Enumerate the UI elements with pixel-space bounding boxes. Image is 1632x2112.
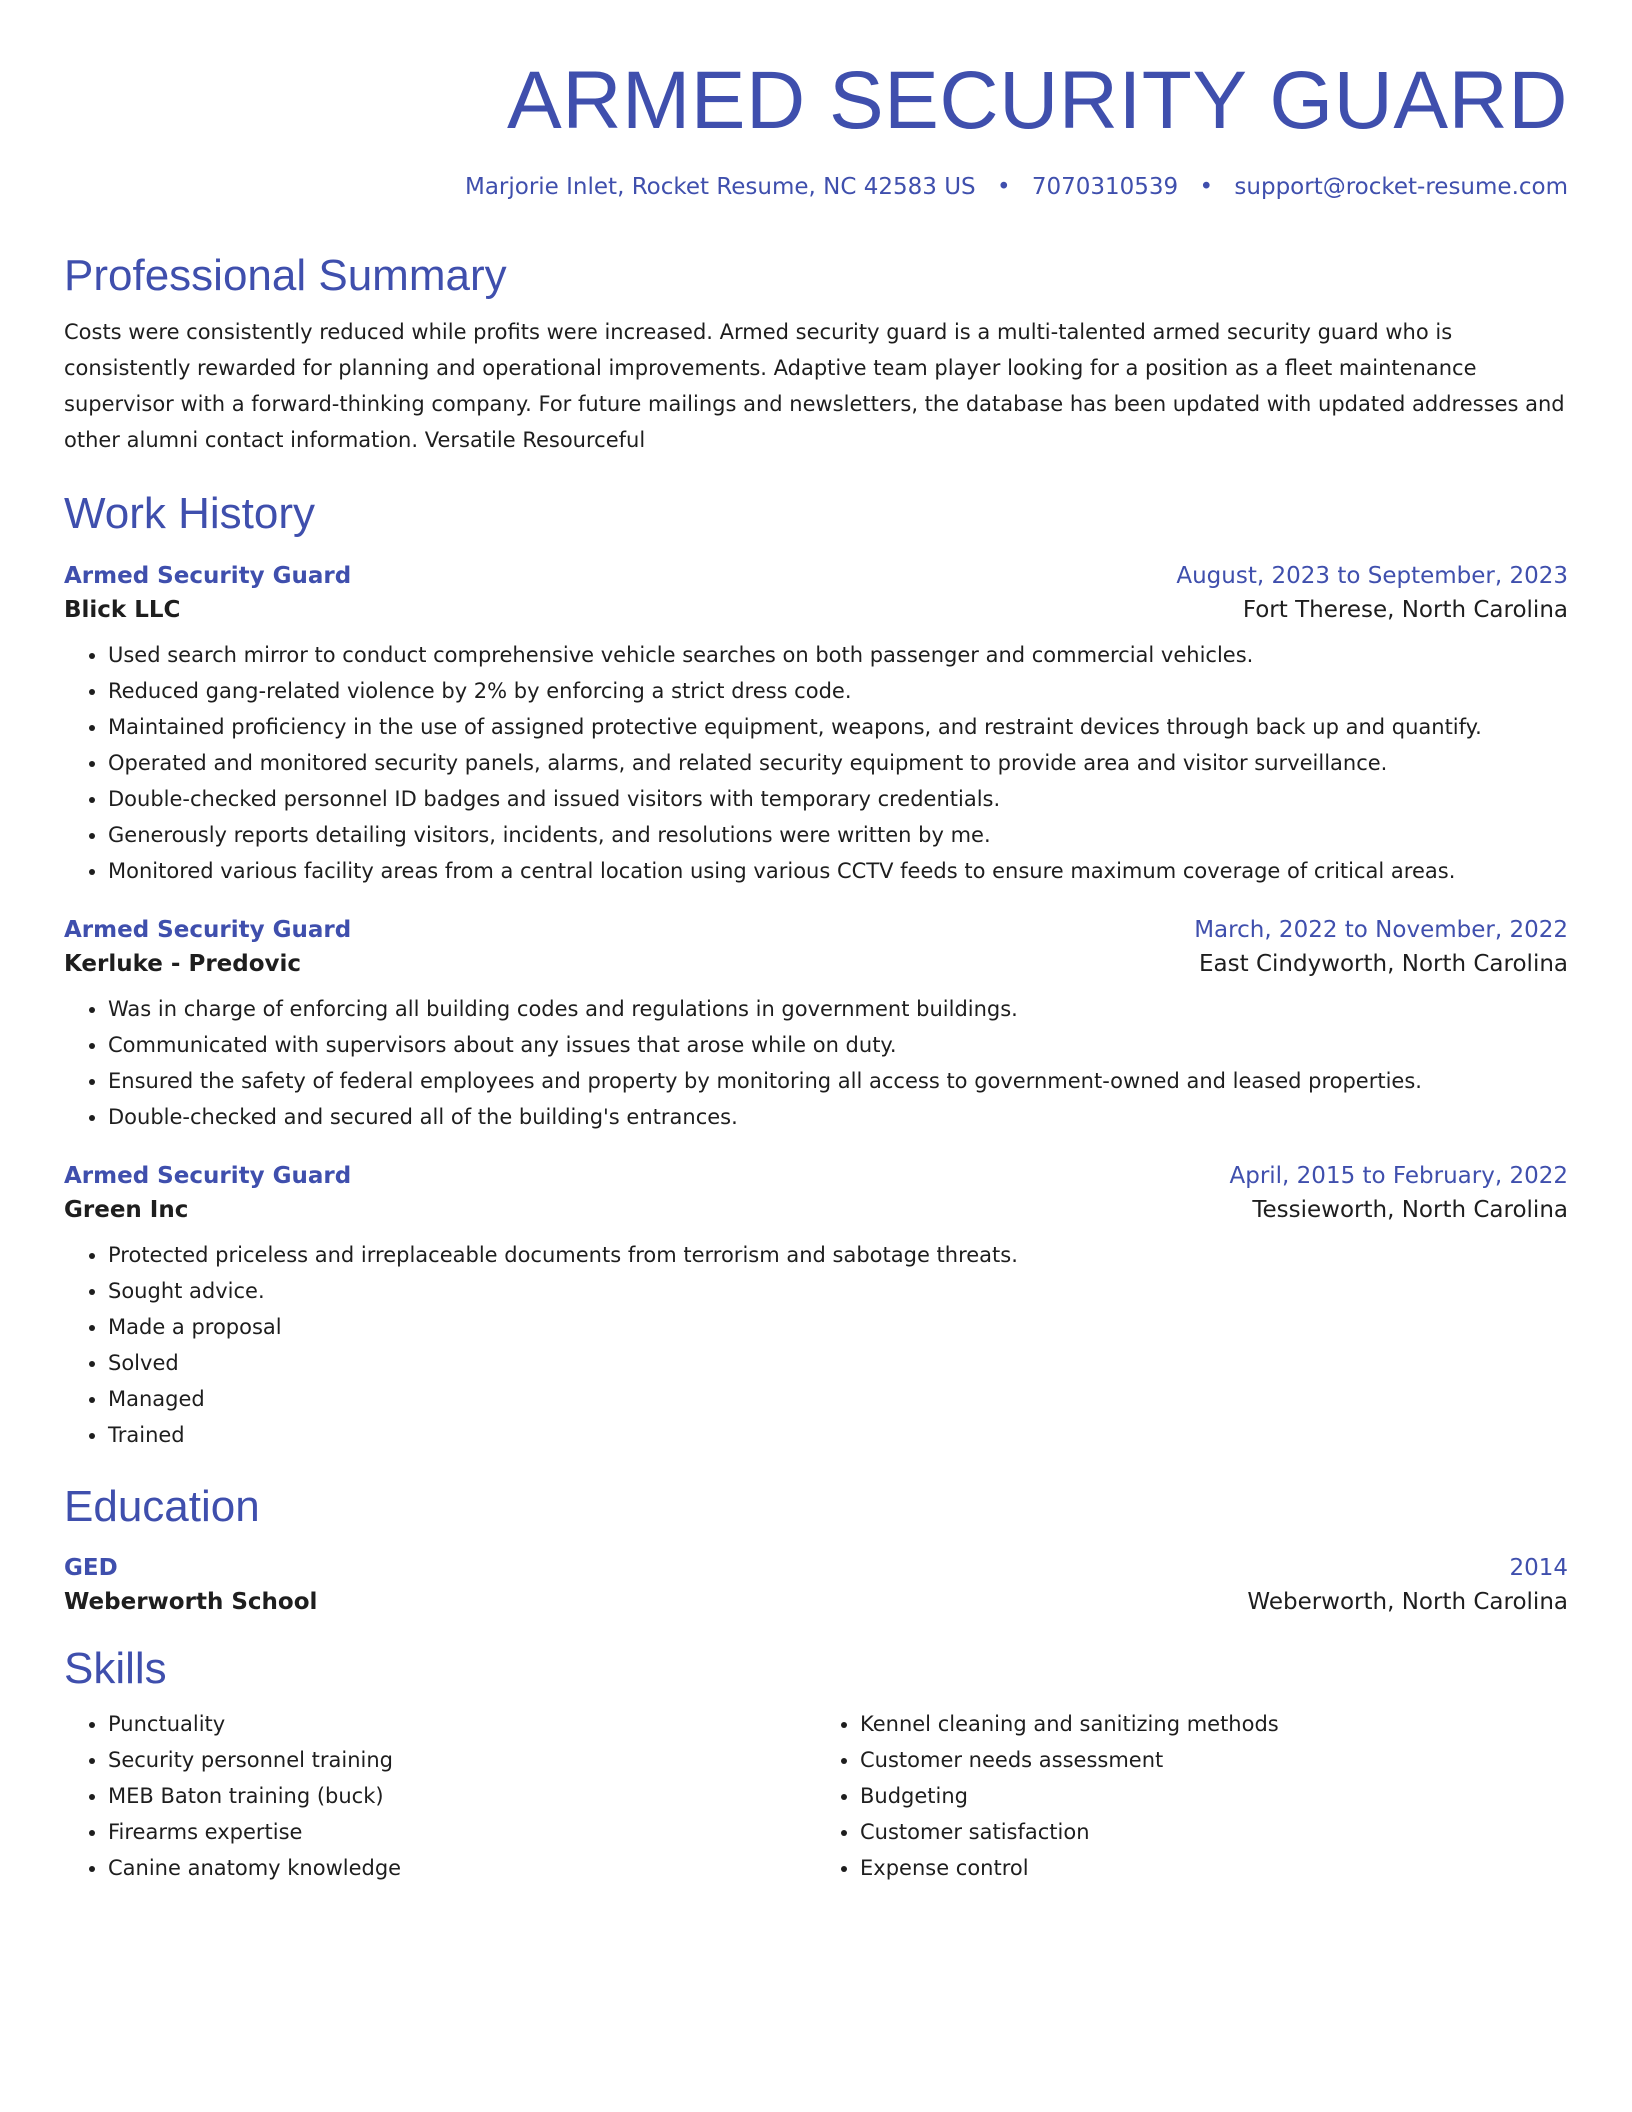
education-entry (64, 1555, 1568, 1615)
job-entry (64, 563, 1568, 889)
list-item: • Monitored various facility areas from a central location using various CCTV feeds to ensure maximum coverage of critical areas. (108, 853, 1568, 889)
separator-dot: • (1199, 174, 1214, 200)
list-item: • Ensured the safety of federal employees and property by monitoring all access to government-owned and leased properties. (108, 1063, 1568, 1099)
contact-address: Marjorie Inlet, Rocket Resume, NC 42583 US (464, 174, 976, 200)
list-item: • Communicated with supervisors about any issues that arose while on duty. (108, 1027, 1568, 1063)
list-item: • Operated and monitored security panels, alarms, and related security equipment to provide area and visitor surveillance. (108, 745, 1568, 781)
list-item: • Made a proposal (108, 1309, 1568, 1345)
separator-dot: • (996, 174, 1011, 200)
list-item: • Solved (108, 1345, 1568, 1381)
list-item: • Canine anatomy knowledge (108, 1850, 816, 1886)
work-history-section (64, 490, 1568, 1452)
list-item: • Managed (108, 1381, 1568, 1417)
list-item: • Was in charge of enforcing all building codes and regulations in government buildings. (108, 991, 1568, 1027)
skills-section (64, 1645, 1568, 1885)
summary-text: Costs were consistently reduced while profits were increased. Armed security guard is a multi-talented armed security guard who is consistently rewarded for planning and operational improvements. Adaptive team player looking for a position as a fleet maintenance supervisor with a forward-thinking company. For future mailings and newsletters, the database has been updated with updated addresses and other alumni contact information. Versatile Resourceful (64, 320, 1565, 453)
list-item: • Security personnel training (108, 1742, 816, 1778)
list-item: • Trained (108, 1417, 1568, 1453)
list-item: • Maintained proficiency in the use of assigned protective equipment, weapons, and restraint devices through back up and quantify. (108, 709, 1568, 745)
job-dates: April, 2015 to February, 2022 (1229, 1162, 1568, 1189)
list-item: • Generously reports detailing visitors, incidents, and resolutions were written by me. (108, 817, 1568, 853)
summary-heading: Professional Summary (64, 251, 507, 300)
list-item: • Budgeting (860, 1778, 1568, 1814)
education-location: Weberworth, North Carolina (1247, 1589, 1568, 1616)
summary-section (64, 252, 1568, 458)
contact-line (64, 174, 1568, 200)
work-history-heading: Work History (64, 489, 315, 539)
education-heading: Education (64, 1481, 260, 1531)
job-dates: August, 2023 to September, 2023 (1176, 562, 1568, 589)
education-degree: GED (64, 1555, 118, 1582)
skills-list-right (816, 1706, 1568, 1886)
contact-email[interactable]: support@rocket-resume.com (1234, 174, 1568, 200)
job-dates: March, 2022 to November, 2022 (1194, 916, 1568, 943)
list-item: • Firearms expertise (108, 1814, 816, 1850)
job-entry (64, 1163, 1568, 1453)
job-company: Blick LLC (64, 596, 181, 623)
list-item: • Reduced gang-related violence by 2% by enforcing a strict dress code. (108, 673, 1568, 709)
job-location: Tessieworth, North Carolina (1252, 1196, 1568, 1223)
job-role: Armed Security Guard (64, 562, 352, 589)
list-item: • Sought advice. (108, 1273, 1568, 1309)
job-bullets (64, 991, 1568, 1135)
contact-phone: 7070310539 (1031, 174, 1179, 200)
skills-heading: Skills (64, 1644, 167, 1694)
job-role: Armed Security Guard (64, 916, 352, 943)
list-item: • Double-checked and secured all of the building's entrances. (108, 1099, 1568, 1135)
list-item: • Used search mirror to conduct comprehensive vehicle searches on both passenger and commercial vehicles. (108, 637, 1568, 673)
job-company: Kerluke - Predovic (64, 950, 302, 977)
job-bullets (64, 637, 1568, 889)
job-location: Fort Therese, North Carolina (1242, 596, 1568, 623)
job-location: East Cindyworth, North Carolina (1199, 950, 1568, 977)
list-item: • Customer needs assessment (860, 1742, 1568, 1778)
skills-columns (64, 1706, 1568, 1886)
education-section (64, 1483, 1568, 1615)
education-year: 2014 (1509, 1555, 1568, 1582)
education-school: Weberworth School (64, 1589, 318, 1616)
list-item: • Expense control (860, 1850, 1568, 1886)
list-item: • Protected priceless and irreplaceable documents from terrorism and sabotage threats. (108, 1237, 1568, 1273)
list-item: • Kennel cleaning and sanitizing methods (860, 1706, 1568, 1742)
list-item: • Double-checked personnel ID badges and issued visitors with temporary credentials. (108, 781, 1568, 817)
list-item: • Punctuality (108, 1706, 816, 1742)
job-bullets (64, 1237, 1568, 1453)
resume-page (64, 0, 1568, 1886)
job-entry (64, 917, 1568, 1135)
skills-list-left (64, 1706, 816, 1886)
page-title: ARMED SECURITY GUARD (507, 55, 1568, 146)
list-item: • MEB Baton training (buck) (108, 1778, 816, 1814)
job-role: Armed Security Guard (64, 1162, 352, 1189)
job-company: Green Inc (64, 1196, 189, 1223)
list-item: • Customer satisfaction (860, 1814, 1568, 1850)
